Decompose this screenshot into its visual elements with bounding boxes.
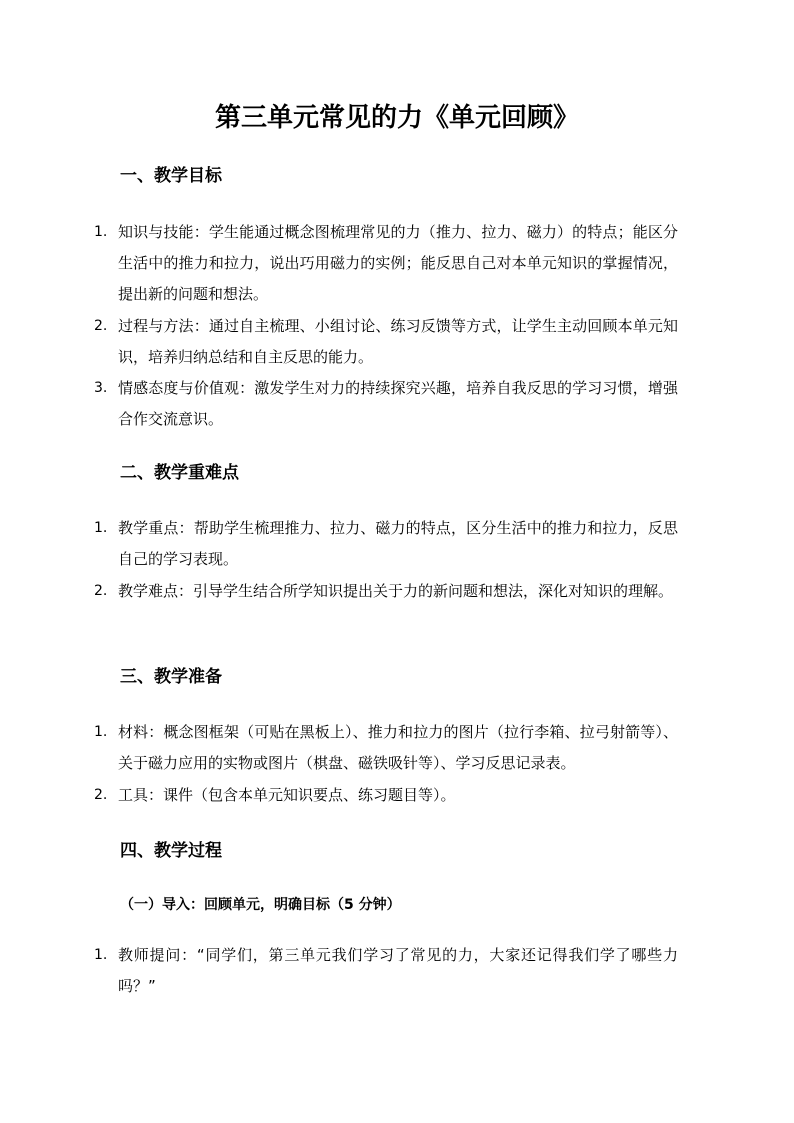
list-item-number: 1. (94, 724, 108, 740)
list-item (94, 373, 694, 435)
list-item-text: 情感态度与价值观：激发学生对力的持续探究兴趣，培养自我反思的学习习惯，增强合作交流意识。 (118, 379, 678, 428)
page-title: 第三单元常见的力《单元回顾》 (214, 103, 579, 133)
list-item-number: 2. (94, 787, 108, 803)
list-item-text: 工具：课件（包含本单元知识要点、练习题目等）。 (118, 786, 456, 804)
list-item-number: 2. (94, 583, 108, 599)
list-item (94, 576, 694, 607)
list-item-number: 3. (94, 380, 108, 396)
list-item-number: 1. (94, 520, 108, 536)
list-item (94, 780, 694, 811)
list-item-text: 教学重点：帮助学生梳理推力、拉力、磁力的特点，区分生活中的推力和拉力，反思自己的学习表现。 (118, 519, 678, 568)
subsection-heading-intro: （一）导入：回顾单元，明确目标（5 分钟） (120, 897, 401, 913)
list-item (94, 217, 694, 310)
section-heading-process: 四、教学过程 (120, 841, 222, 861)
list-item-text: 过程与方法：通过自主梳理、小组讨论、练习反馈等方式，让学生主动回顾本单元知识，培养归纳总结和自主反思的能力。 (118, 317, 678, 366)
list-item-number: 1. (94, 947, 108, 963)
list-item (94, 311, 694, 373)
list-item (94, 717, 694, 779)
list-item-number: 2. (94, 318, 108, 334)
section-heading-objectives: 一、教学目标 (120, 166, 222, 186)
list-item (94, 940, 694, 1002)
list-item-text: 知识与技能：学生能通过概念图梳理常见的力（推力、拉力、磁力）的特点；能区分生活中的推力和拉力，说出巧用磁力的实例；能反思自己对本单元知识的掌握情况，提出新的问题和想法。 (118, 223, 678, 303)
list-item-text: 材料：概念图框架（可贴在黑板上）、推力和拉力的图片（拉行李箱、拉弓射箭等）、关于磁力应用的实物或图片（棋盘、磁铁吸针等）、学习反思记录表。 (118, 723, 678, 772)
list-item (94, 513, 694, 575)
section-heading-preparation: 三、教学准备 (120, 667, 222, 687)
list-item-text: 教学难点：引导学生结合所学知识提出关于力的新问题和想法，深化对知识的理解。 (118, 582, 674, 600)
list-item-text: 教师提问：“同学们，第三单元我们学习了常见的力，大家还记得我们学了哪些力吗？” (118, 946, 678, 995)
section-heading-key-points: 二、教学重难点 (120, 463, 239, 483)
list-item-number: 1. (94, 224, 108, 240)
